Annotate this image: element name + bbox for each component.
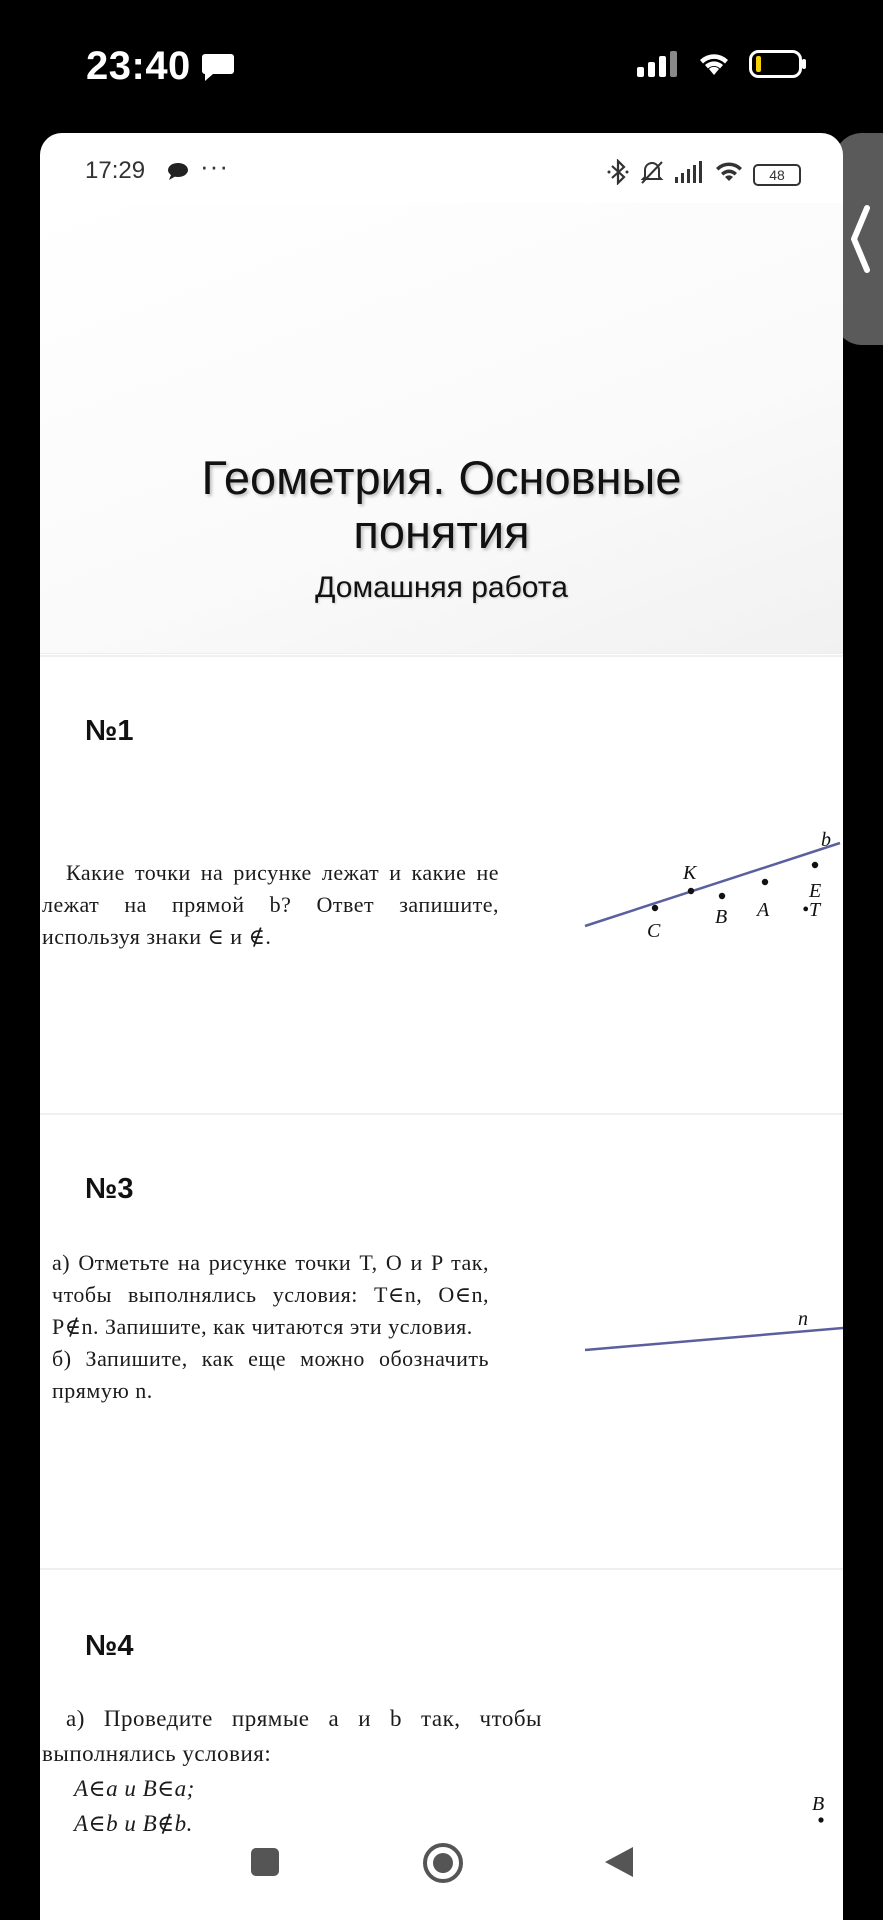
task4-text-a: а) Проведите прямые a и b так, чтобы выполнялись условия: (42, 1706, 542, 1766)
section-divider (40, 1113, 843, 1115)
battery-icon (753, 164, 801, 186)
section-divider (40, 1568, 843, 1570)
page-subtitle: Домашняя работа (315, 571, 568, 604)
task-text (52, 1247, 489, 1407)
document-screenshot (40, 133, 843, 1920)
point-a (762, 879, 768, 885)
task1-text: Какие точки на рисунке лежат и какие не лежат на прямой b? Ответ запишите, используя знаки ∈ и ∉. (42, 860, 499, 949)
back-icon[interactable] (603, 1845, 635, 1879)
bluetooth-icon (607, 159, 629, 190)
home-icon[interactable] (422, 1842, 464, 1884)
point-e (812, 862, 818, 868)
outer-clock: 23:40 (86, 44, 191, 88)
label-b: B (715, 906, 728, 928)
line-n (585, 1328, 843, 1350)
signal-icon (675, 161, 705, 188)
task-number: №4 (85, 1630, 134, 1662)
label-c: C (647, 920, 661, 942)
title-slide (40, 203, 843, 654)
task1-figure (580, 828, 843, 958)
task-number: №1 (85, 715, 134, 747)
title-line-2: понятия (353, 505, 530, 558)
title-line-1: Геометрия. Основные (201, 451, 682, 504)
mute-icon (639, 159, 665, 190)
navigation-bar (40, 1800, 843, 1920)
label-a: A (757, 899, 770, 921)
page-title (40, 451, 843, 559)
point-k (688, 888, 694, 894)
task3-figure (580, 1308, 843, 1368)
task4-cond-1: A∈a и B∈a; (74, 1776, 195, 1801)
label-b: B (812, 1793, 825, 1815)
chat-bubble-icon (201, 52, 235, 87)
label-k: K (683, 862, 697, 884)
label-e: E (809, 880, 822, 902)
battery-level: 48 (769, 166, 785, 183)
task-text (42, 857, 499, 953)
point-c (652, 905, 658, 911)
signal-icon (637, 51, 679, 82)
chat-bubble-icon (167, 162, 189, 185)
task3-text-b: б) Запишите, как еще можно обозначить прямую n. (52, 1346, 489, 1403)
recents-icon[interactable] (250, 1847, 280, 1877)
inner-clock: 17:29 (85, 157, 146, 184)
task3-text-a: а) Отметьте на рисунке точки T, O и P так, чтобы выполнялись условия: T∈n, O∈n, P∉n. Запишите, как читаются эти условия. (52, 1250, 489, 1339)
more-dots: ··· (200, 151, 229, 181)
outer-status-bar (0, 0, 883, 135)
wifi-icon (715, 161, 743, 188)
point-b (719, 893, 725, 899)
label-t: •T (802, 899, 821, 921)
task4-cond-2: A∈b и B∉b. (74, 1811, 193, 1836)
battery-icon (749, 50, 807, 83)
wifi-icon (697, 51, 731, 82)
inner-status-bar (40, 133, 843, 203)
task-number: №3 (85, 1173, 134, 1205)
label-n: n (798, 1308, 808, 1330)
section-divider (40, 655, 843, 657)
label-line-b: b (821, 829, 831, 851)
